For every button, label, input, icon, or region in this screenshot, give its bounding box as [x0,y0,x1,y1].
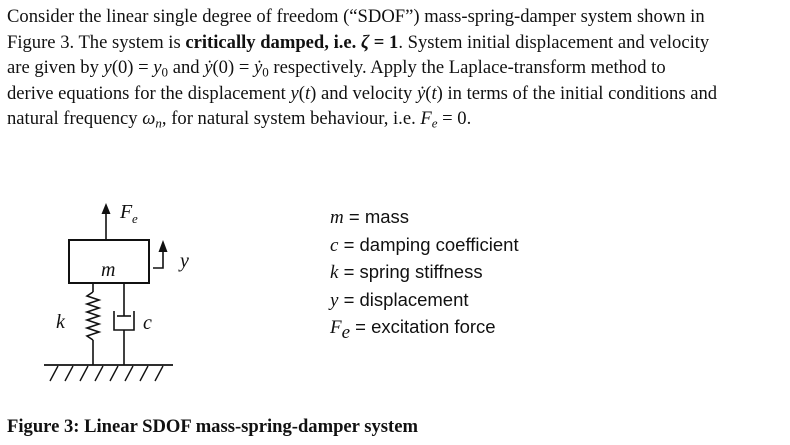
math-symbol: y [103,57,112,78]
math-text: ( [425,82,432,104]
damper [114,283,134,365]
math-symbol: t [304,82,311,104]
legend-row-damping [330,232,519,260]
math-symbol: y [153,57,162,78]
legend-row-mass [330,204,519,232]
math-subscript: 0 [161,64,169,80]
legend-row-force [330,314,519,342]
problem-line-2 [7,30,785,56]
legend-text: = damping coefficient [338,233,519,255]
problem-text: natural frequency [7,108,143,129]
math-text: (0) = [111,57,154,78]
legend-text: = mass [343,206,410,227]
math-symbol: t [431,82,437,104]
legend-text: = spring stiffness [338,261,483,282]
math-text: ( [298,82,305,104]
spring [87,283,99,365]
problem-line-5 [7,106,785,132]
legend-symbol: c [330,234,339,256]
force-label: F [120,201,133,223]
legend-symbol: y [330,289,339,311]
legend-subscript: e [341,321,351,343]
problem-statement [7,4,785,132]
math-symbol: ẏ [204,57,213,78]
legend-symbol: k [330,262,339,283]
problem-text: derive equations for the displacement [7,82,291,104]
ground [44,365,173,381]
problem-text: ) and velocity [310,82,417,104]
mass-spring-damper-diagram [0,190,300,390]
math-subscript: e [431,115,438,131]
problem-text: = 0. [437,108,472,129]
damper-label: c [143,312,152,334]
problem-text: . System initial displacement and velocity [398,31,710,53]
legend-text: = excitation force [350,316,496,337]
spring-label: k [56,311,65,333]
math-subscript: 0 [262,64,269,80]
math-subscript: n [155,115,162,131]
math-symbol: ẏ [253,57,263,78]
problem-text: are given by [7,57,104,78]
problem-line-4 [7,81,785,107]
math-symbol: ẏ [417,82,426,104]
problem-line-1 [7,4,785,30]
emphasis-text: critically damped, i.e. [185,31,361,53]
force-subscript: e [132,211,138,226]
legend-text: = displacement [338,288,469,310]
zeta-symbol: ζ [360,31,370,53]
mass-label: m [101,259,116,281]
math-symbol: F [420,108,432,129]
displacement-arrow [153,240,168,268]
legend-symbol: F [330,317,342,338]
figure-caption: Figure 3: Linear SDOF mass-spring-damper system [7,416,418,437]
problem-line-3 [7,55,785,81]
legend-row-stiffness [330,259,519,287]
displacement-label: y [180,250,189,272]
symbol-legend [330,204,519,342]
math-symbol: ω [142,108,156,129]
emphasis-text: = 1 [369,31,399,53]
math-text: (0) = [212,57,254,78]
problem-text: , for natural system behaviour, i.e. [161,108,421,129]
force-arrow [102,203,111,240]
math-symbol: y [290,82,299,104]
problem-text: Figure 3. The system is [7,31,186,53]
problem-text: ) in terms of the initial conditions and [436,82,718,104]
legend-symbol: m [330,207,344,228]
legend-row-displacement [330,287,519,315]
problem-text: and [168,57,205,78]
problem-text: respectively. Apply the Laplace-transform method to [268,57,666,78]
problem-text: Consider the linear single degree of freedom (“SDOF”) mass-spring-damper system shown in [7,6,705,27]
